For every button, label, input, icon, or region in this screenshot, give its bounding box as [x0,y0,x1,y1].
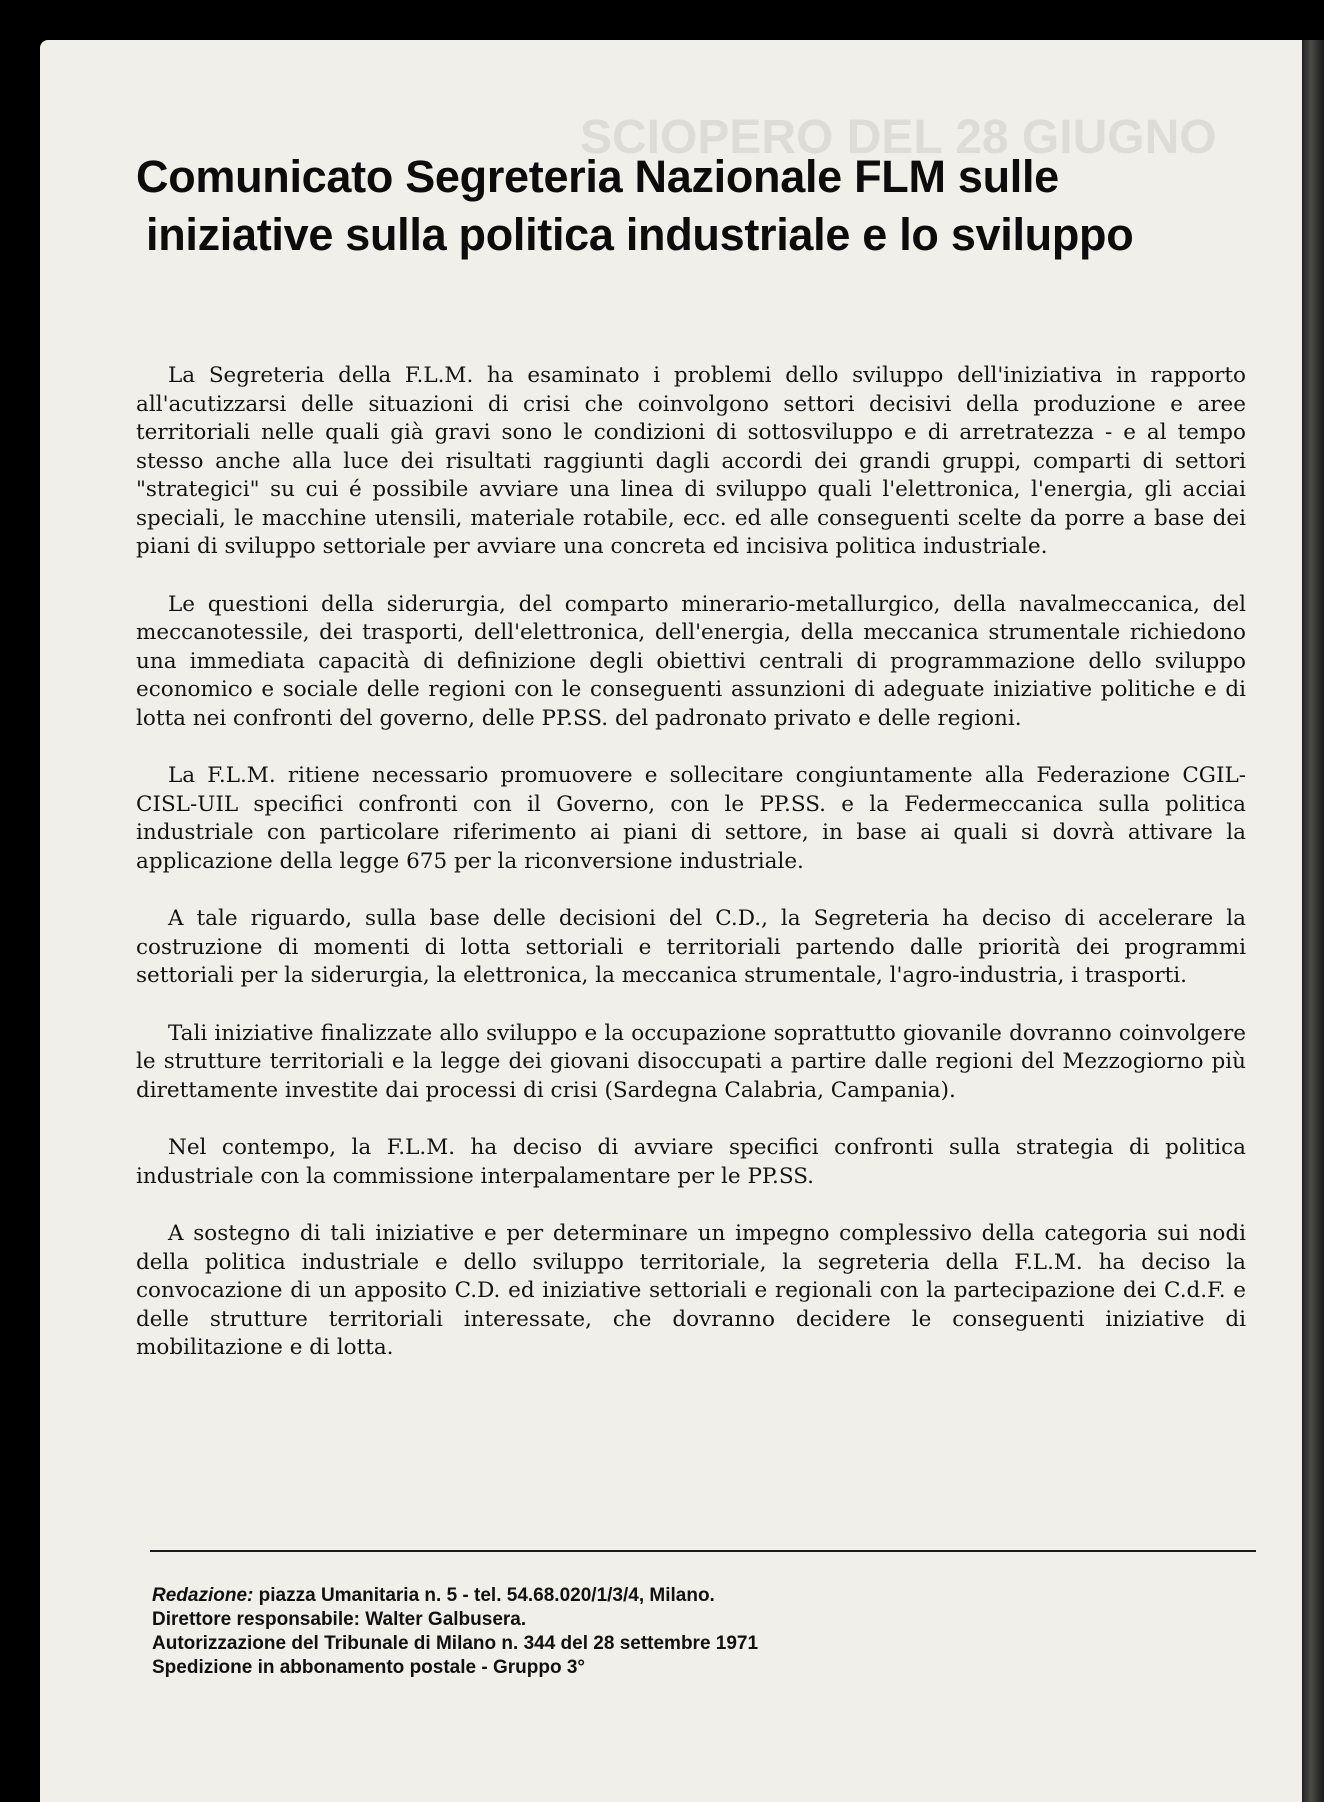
paragraph-7: A sostegno di tali iniziative e per determinare un impegno complessivo della categoria sui nodi della politica industriale e dello sviluppo territoriale, la segreteria della F.L.M. ha deciso la convocazione di un apposito C.D. ed iniziative settoriali e regionali con la partecipazione dei C.d.F. e delle strutture territoriali interessate, che dovranno decidere le conseguenti iniziative di mobilitazione e di lotta. [136,1221,1246,1360]
paragraph-2: Le questioni della siderurgia, del comparto minerario-metallurgico, della navalmeccanica, del meccanotessile, dei trasporti, dell'elettronica, dell'energia, della meccanica strumentale richiedono una immediata capacità di definizione degli obiettivi centrali di programmazione dello sviluppo economico e sociale delle regioni con le conseguenti assunzioni di adeguate iniziative politiche e di lotta nei confronti del governo, delle PP.SS. del padronato privato e delle regioni. [136,591,1246,731]
colophon-redazione [152,1584,1152,1608]
paragraph-3: La F.L.M. ritiene necessario promuovere e sollecitare congiuntamente alla Federazione CGIL-CISL-UIL specifici confronti con il Governo, con le PP.SS. e la Federmeccanica sulla politica industriale con particolare riferimento ai piani di settore, in base ai quali si dovrà attivare la applicazione della legge 675 per la riconversione industriale. [136,763,1246,874]
colophon-spedizione: Spedizione in abbonamento postale - Gruppo 3° [152,1657,586,1678]
colophon [152,1584,1152,1680]
binding-gutter [1302,40,1324,1802]
redazione-label: Redazione: [152,1585,254,1606]
paragraph-4: A tale riguardo, sulla base delle decisioni del C.D., la Segreteria ha deciso di accelerare la costruzione di momenti di lotta settoriali e territoriali partendo dalle priorità dei programmi settoriali per la siderurgia, la elettronica, la meccanica strumentale, l'agro-industria, i trasporti. [136,906,1246,988]
colophon-autorizzazione: Autorizzazione del Tribunale di Milano n. 344 del 28 settembre 1971 [152,1633,759,1654]
communique-body [136,362,1246,1392]
paragraph-1: La Segreteria della F.L.M. ha esaminato i problemi dello sviluppo dell'iniziativa in rapporto all'acutizzarsi delle situazioni di crisi che coinvolgono settori decisivi della produzione e aree territoriali nelle quali già gravi sono le condizioni di sottosviluppo e di arretratezza - e al tempo stesso anche alla luce dei risultati raggiunti dagli accordi dei grandi gruppi, comparti di settori "strategici" su cui é possibile avviare una linea di sviluppo quali l'elettronica, l'energia, gli acciai speciali, le macchine utensili, materiale rotabile, ecc. ed alle conseguenti scelte da porre a base dei piani di sviluppo settoriale per avviare una concreta ed incisiva politica industriale. [136,363,1246,559]
title-line-1: Comunicato Segreteria Nazionale FLM sulle [136,151,1059,202]
page-title [136,148,1216,264]
colophon-direttore: Direttore responsabile: Walter Galbusera. [152,1609,527,1630]
footer-divider [150,1550,1256,1552]
title-line-2: iniziative sulla politica industriale e lo sviluppo [146,209,1134,260]
redazione-text: piazza Umanitaria n. 5 - tel. 54.68.020/1/3/4, Milano. [258,1585,715,1606]
paragraph-5: Tali iniziative finalizzate allo sviluppo e la occupazione soprattutto giovanile dovranno coinvolgere le strutture territoriali e la legge dei giovani disoccupati a partire dalle regioni del Mezzogiorno più direttamente investite dai processi di crisi (Sardegna Calabria, Campania). [136,1020,1246,1103]
paragraph-6: Nel contempo, la F.L.M. ha deciso di avviare specifici confronti sulla strategia di politica industriale con la commissione interpalamentare per le PP.SS. [136,1135,1246,1189]
